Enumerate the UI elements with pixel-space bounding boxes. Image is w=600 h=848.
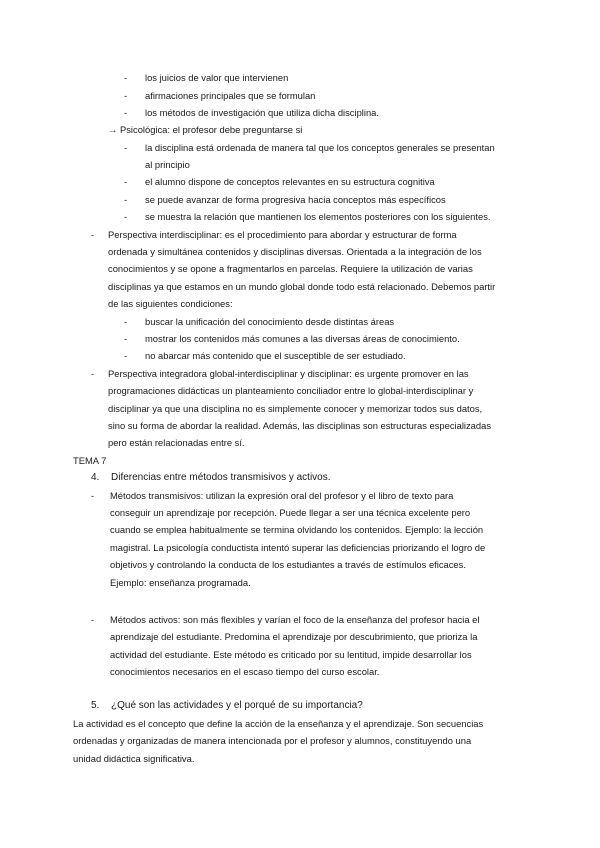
list-item: se puede avanzar de forma progresiva hacia conceptos más específicos (145, 194, 446, 205)
bullet-dash: - (124, 107, 128, 118)
paragraph-line: magistral. La psicología conductista intentó superar las deficiencias priorizando el logro de (110, 542, 486, 553)
bullet-dash: - (124, 176, 128, 187)
question-number: 4. (91, 472, 100, 483)
paragraph-line: disciplinas ya que estamos en un mundo global donde todo está relacionado. Debemos partir (108, 281, 496, 292)
paragraph-line: ordenada y simultánea contenidos y disciplinas diversas. Orientada a la integración de los (108, 246, 482, 257)
question-number: 5. (91, 700, 100, 711)
bullet-dash: - (124, 333, 128, 344)
question-heading: ¿Qué son las actividades y el porqué de su importancia? (111, 700, 363, 711)
list-item: mostrar los contenidos más comunes a las diversas áreas de conocimiento. (145, 333, 460, 344)
paragraph-line: Métodos transmisivos: utilizan la expresión oral del profesor y el libro de texto para (110, 490, 454, 501)
bullet-dash: - (124, 211, 128, 222)
list-item: el alumno dispone de conceptos relevantes en su estructura cognitiva (145, 176, 435, 187)
paragraph-line: aprendizaje del estudiante. Predomina el aprendizaje por descubrimiento, que prioriza la (110, 631, 478, 642)
list-item: se muestra la relación que mantienen los elementos posteriores con los siguientes. (145, 211, 491, 222)
paragraph-line: cuando se emplea habitualmente se termina olvidando los contenidos. Ejemplo: la lección (110, 524, 484, 535)
paragraph-line: conocimientos y se opone a fragmentarlos en parcelas. Requiere la utilización de varias (108, 263, 473, 274)
list-item: no abarcar más contenido que el susceptible de ser estudiado. (145, 350, 406, 361)
paragraph-line: sino su forma de abordar la realidad. Además, las disciplinas son estructuras especializadas (108, 420, 492, 431)
list-item-continuation: al principio (145, 159, 190, 170)
paragraph-line: ordenadas y organizadas de manera intencionada por el profesor y alumnos, constituyendo una (73, 735, 472, 746)
list-item: buscar la unificación del conocimiento desde distintas áreas (145, 316, 395, 327)
paragraph-line: Ejemplo: enseñanza programada. (110, 577, 251, 588)
paragraph-line: conocimientos necesarios en el escaso tiempo del curso escolar. (110, 666, 380, 677)
bullet-dash: - (91, 368, 95, 379)
bullet-dash: - (124, 316, 128, 327)
list-item: la disciplina está ordenada de manera tal que los conceptos generales se presentan (145, 142, 495, 153)
paragraph-line: Perspectiva integradora global-interdisciplinar y disciplinar: es urgente promover en las (108, 368, 469, 379)
list-item: afirmaciones principales que se formulan (145, 90, 316, 101)
question-heading: Diferencias entre métodos transmisivos y activos. (111, 472, 331, 483)
paragraph-line: actividad del estudiante. Este método es criticado por su lentitud, impide desarrollar los (110, 649, 472, 660)
paragraph-line: unidad didáctica significativa. (73, 753, 195, 764)
subsection-label: → Psicológica: el profesor debe preguntarse si (108, 124, 303, 135)
paragraph-line: Métodos activos: son más flexibles y varían el foco de la enseñanza del profesor hacia el (110, 614, 480, 625)
bullet-dash: - (124, 72, 128, 83)
bullet-dash: - (124, 194, 128, 205)
bullet-dash: - (124, 90, 128, 101)
paragraph-line: programaciones didácticas un planteamiento conciliador entre lo global-interdisciplinar y (108, 385, 474, 396)
list-item: los juicios de valor que intervienen (145, 72, 289, 83)
bullet-dash: - (91, 490, 95, 501)
paragraph-line: pero están relacionadas entre sí. (108, 437, 245, 448)
bullet-dash: - (91, 229, 95, 240)
paragraph-line: disciplinar ya que una disciplina no es simplemente conocer y memorizar todos sus datos, (108, 403, 483, 414)
section-title: TEMA 7 (73, 455, 107, 466)
list-item: los métodos de investigación que utiliza dicha disciplina. (145, 107, 379, 118)
paragraph-line: Perspectiva interdisciplinar: es el procedimiento para abordar y estructurar de forma (108, 229, 457, 240)
bullet-dash: - (124, 350, 128, 361)
paragraph-line: La actividad es el concepto que define la acción de la enseñanza y el aprendizaje. Son secuencias (73, 718, 484, 729)
paragraph-line: de las siguientes condiciones: (108, 298, 233, 309)
paragraph-line: objetivos y controlando la conducta de los estudiantes a través de estímulos eficaces. (110, 559, 466, 570)
paragraph-line: conseguir un aprendizaje por recepción. Puede llegar a ser una técnica excelente pero (110, 507, 471, 518)
bullet-dash: - (124, 142, 128, 153)
bullet-dash: - (91, 614, 95, 625)
